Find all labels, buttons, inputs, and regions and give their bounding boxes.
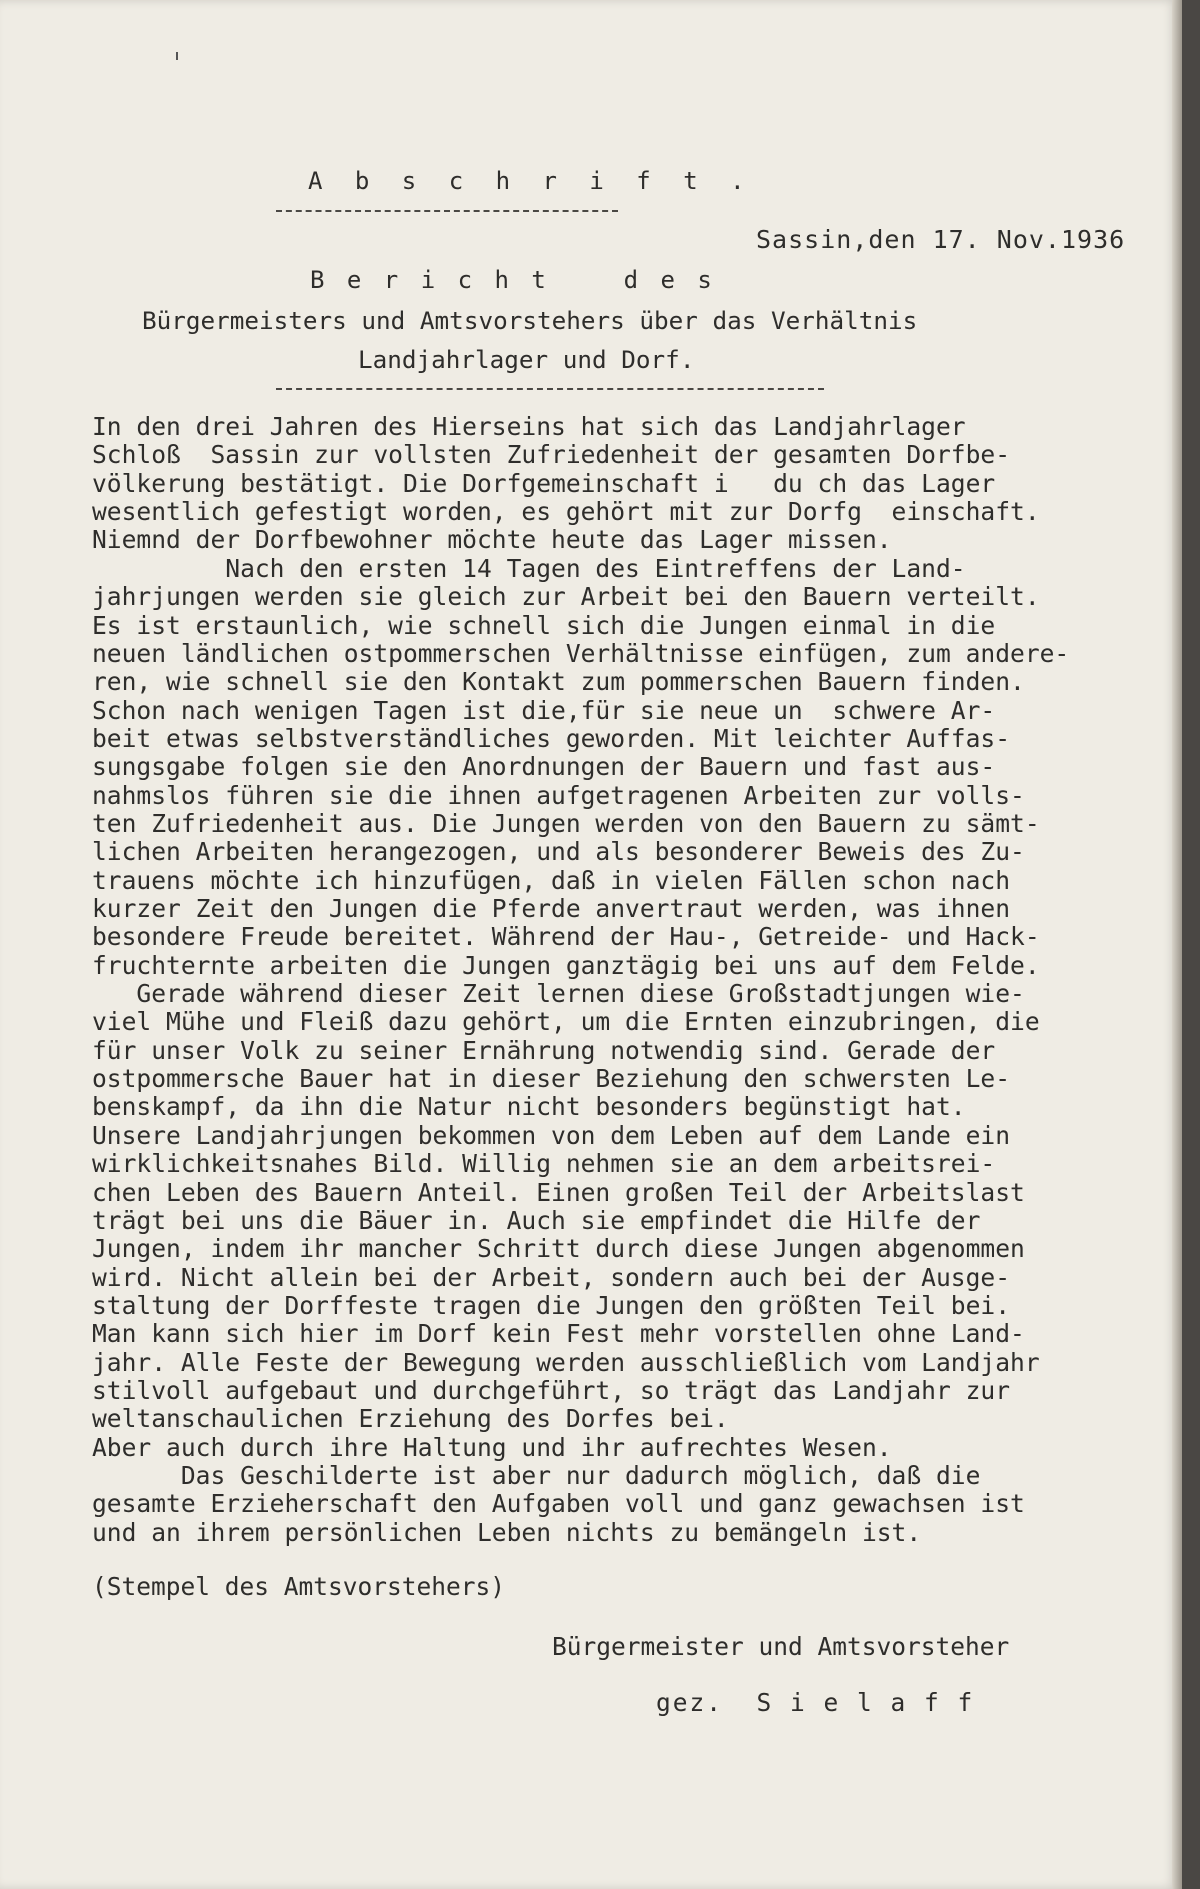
body-line: jahrjungen werden sie gleich zur Arbeit bei den Bauern verteilt.: [92, 582, 1040, 612]
body-line: trägt bei uns die Bäuer in. Auch sie empfindet die Hilfe der: [92, 1205, 981, 1235]
heading-underline: [276, 210, 618, 212]
body-line: chen Leben des Bauern Anteil. Einen großen Teil der Arbeitslast: [92, 1177, 1025, 1207]
report-title: B e r i c h t d e s: [310, 266, 716, 294]
stamp-note: (Stempel des Amtsvorstehers): [92, 1572, 506, 1601]
body-line: weltanschaulichen Erziehung des Dorfes bei.: [92, 1404, 729, 1434]
body-line: Niemnd der Dorfbewohner möchte heute das Lager missen.: [92, 525, 892, 555]
body-line: ren, wie schnell sie den Kontakt zum pommerschen Bauern finden.: [92, 667, 1025, 697]
body-line: sungsgabe folgen sie den Anordnungen der Bauern und fast aus-: [92, 752, 996, 782]
body-line: Gerade während dieser Zeit lernen diese Großstadtjungen wie-: [92, 979, 1025, 1008]
body-line: ostpommersche Bauer hat in dieser Beziehung den schwersten Le-: [92, 1064, 1011, 1094]
body-line: viel Mühe und Fleiß dazu gehört, um die Ernten einzubringen, die: [92, 1007, 1040, 1037]
body-line: In den drei Jahren des Hierseins hat sich das Landjahrlager: [92, 412, 966, 441]
date-line: Sassin,den 17. Nov.1936: [756, 225, 1126, 254]
body-line: benskampf, da ihn die Natur nicht besonders begünstigt hat.: [92, 1092, 966, 1122]
report-subject: Landjahrlager und Dorf.: [358, 345, 695, 374]
body-line: Jungen, indem ihr mancher Schritt durch diese Jungen abgenommen: [92, 1234, 1025, 1264]
body-line: und an ihrem persönlichen Leben nichts zu bemängeln ist.: [92, 1517, 922, 1547]
body-line: fruchternte arbeiten die Jungen ganztägig bei uns auf dem Felde.: [92, 950, 1040, 980]
body-line: lichen Arbeiten herangezogen, und als besonderer Beweis des Zu-: [92, 837, 1025, 867]
body-line: für unser Volk zu seiner Ernährung notwendig sind. Gerade der: [92, 1035, 996, 1065]
body-line: gesamte Erzieherschaft den Aufgaben voll und ganz gewachsen ist: [92, 1489, 1025, 1519]
signature-title: Bürgermeister und Amtsvorsteher: [552, 1632, 1010, 1661]
body-line: staltung der Dorffeste tragen die Jungen den größten Teil bei.: [92, 1290, 1011, 1320]
body-line: nahmslos führen sie die ihnen aufgetragenen Arbeiten zur volls-: [92, 780, 1025, 810]
body-line: Unsere Landjahrjungen bekommen von dem Leben auf dem Lande ein: [92, 1120, 1011, 1150]
body-line: Das Geschilderte ist aber nur dadurch möglich, daß die: [92, 1461, 981, 1490]
body-line: Nach den ersten 14 Tagen des Eintreffens der Land-: [92, 553, 966, 583]
ink-mark: [176, 52, 178, 60]
body-line: Aber auch durch ihre Haltung und ihr aufrechtes Wesen.: [92, 1432, 892, 1462]
body-line: besondere Freude bereitet. Während der Hau-, Getreide- und Hack-: [92, 922, 1040, 952]
body-line: jahr. Alle Feste der Bewegung werden ausschließlich vom Landjahr: [92, 1347, 1040, 1377]
report-subtitle: Bürgermeisters und Amtsvorstehers über das Verhältnis: [142, 306, 918, 335]
body-line: ten Zufriedenheit aus. Die Jungen werden von den Bauern zu sämt-: [92, 808, 1040, 838]
body-line: völkerung bestätigt. Die Dorfgemeinschaft i du ch das Lager: [92, 468, 996, 498]
body-line: wird. Nicht allein bei der Arbeit, sondern auch bei der Ausge-: [92, 1262, 1011, 1292]
body-line: beit etwas selbstverständliches geworden. Mit leichter Auffas-: [92, 723, 1011, 753]
body-line: Man kann sich hier im Dorf kein Fest mehr vorstellen ohne Land-: [92, 1319, 1025, 1349]
body-line: neuen ländlichen ostpommerschen Verhältnisse einfügen, zum andere-: [92, 638, 1070, 668]
body-line: stilvoll aufgebaut und durchgeführt, so trägt das Landjahr zur: [92, 1375, 1011, 1405]
body-line: trauens möchte ich hinzufügen, daß in vielen Fällen schon nach: [92, 865, 1011, 895]
body-line: wirklichkeitsnahes Bild. Willig nehmen sie an dem arbeitsrei-: [92, 1149, 996, 1179]
body-line: wesentlich gefestigt worden, es gehört mit zur Dorfg einschaft.: [92, 497, 1040, 527]
body-line: Schon nach wenigen Tagen ist die,für sie neue un schwere Ar-: [92, 695, 996, 725]
body-line: Es ist erstaunlich, wie schnell sich die Jungen einmal in die: [92, 610, 996, 640]
body-line: kurzer Zeit den Jungen die Pferde anvertraut werden, was ihnen: [92, 894, 1011, 923]
page-edge: [1172, 0, 1182, 1889]
signature-name: gez. S i e l a f f: [656, 1688, 975, 1717]
body-line: Schloß Sassin zur vollsten Zufriedenheit der gesamten Dorfbe-: [92, 440, 1011, 470]
document-heading: A b s c h r i f t .: [308, 167, 754, 195]
title-underline: [276, 388, 824, 390]
